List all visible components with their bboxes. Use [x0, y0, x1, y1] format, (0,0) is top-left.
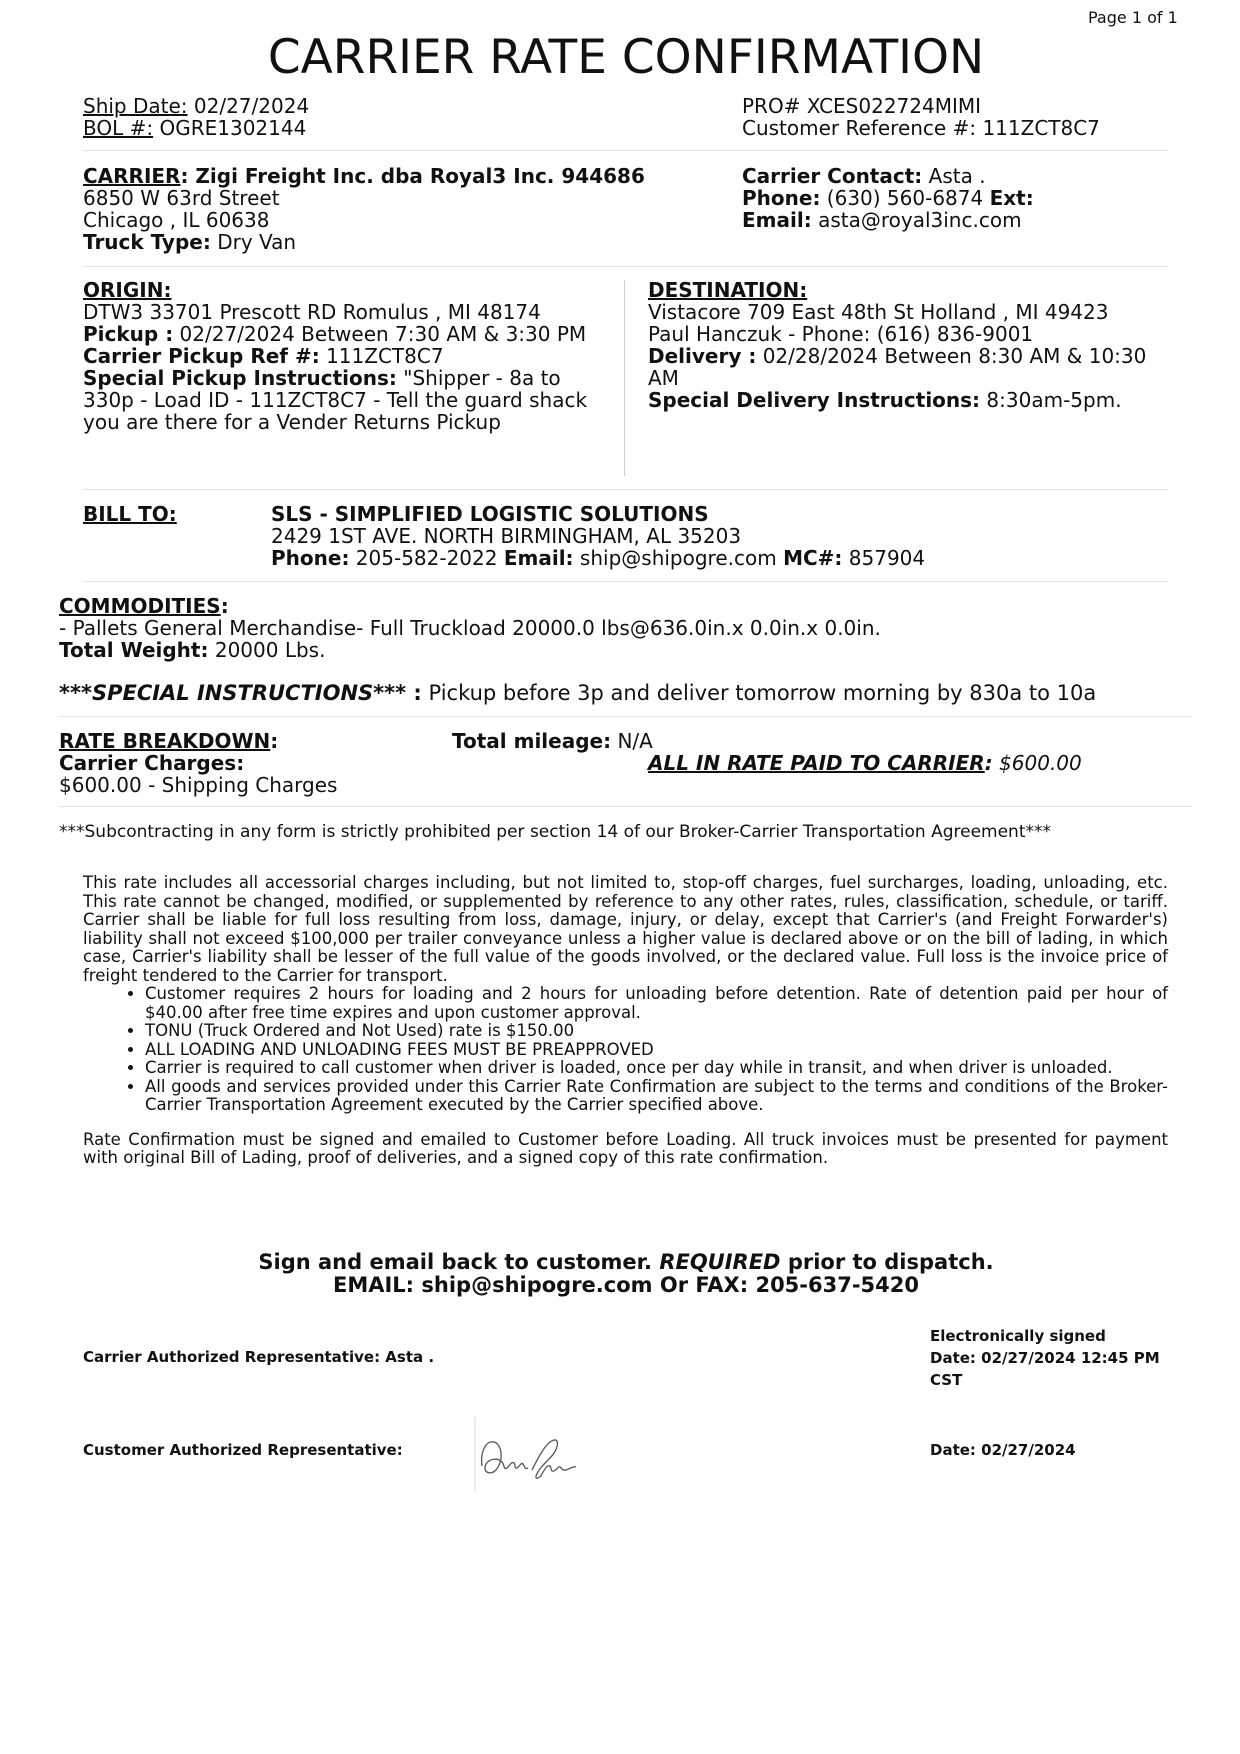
special-instructions: [59, 682, 1209, 704]
truck-type-value: Dry Van: [217, 230, 297, 254]
carrier-representative: Carrier Authorized Representative: Asta .: [83, 1348, 435, 1366]
carrier-phone-value: (630) 560-6874: [826, 186, 984, 210]
terms-item: • TONU (Truck Ordered and Not Used) rate is $150.00: [145, 1022, 1168, 1041]
rate-breakdown-label-text: RATE BREAKDOWN: [59, 729, 271, 753]
pro-label: PRO#: [742, 94, 801, 118]
page-title: CARRIER RATE CONFIRMATION: [267, 30, 985, 85]
sign-line-2: EMAIL: ship@shipogre.com Or FAX: 205-637-5420: [332, 1273, 920, 1297]
origin-block: [83, 279, 603, 433]
bill-to-email-value: ship@shipogre.com: [579, 546, 777, 570]
carrier-phone: [742, 187, 1182, 209]
pickup-instructions-value: "Shipper - 8a to 330p - Load ID - 111ZCT8C7 - Tell the guard shack you are there for a Vender Returns Pickup: [83, 366, 588, 434]
ship-date: [83, 95, 309, 117]
origin-label: ORIGIN:: [83, 278, 172, 302]
special-instructions-text: Pickup before 3p and deliver tomorrow morning by 830a to 10a: [428, 681, 1097, 705]
carrier-phone-label: Phone:: [742, 186, 821, 210]
rate-breakdown-label: [59, 730, 479, 752]
sign-line-1-required: REQUIRED: [659, 1250, 781, 1274]
bill-to-phone-value: 205-582-2022: [355, 546, 498, 570]
all-in-rate-value: $600.00: [999, 751, 1082, 775]
pickup-ref-label: Carrier Pickup Ref #:: [83, 344, 320, 368]
charge-line: $600.00 - Shipping Charges: [59, 773, 338, 797]
esigned-date: Date: 02/27/2024 12:45 PM CST: [930, 1349, 1160, 1389]
column-divider: [624, 280, 625, 476]
ship-date-value: 02/27/2024: [193, 94, 310, 118]
all-in-rate: [648, 752, 1082, 774]
pickup-instructions-label: Special Pickup Instructions:: [83, 366, 397, 390]
customer-representative: Customer Authorized Representative:: [83, 1441, 403, 1459]
customer-reference: [742, 117, 1100, 139]
total-mileage: [452, 730, 653, 752]
carrier-email-label: Email:: [742, 208, 812, 232]
terms-paragraph: This rate includes all accessorial charges including, but not limited to, stop-off charges, fuel surcharges, loading, unloading, etc. This rate cannot be changed, modified, or supplemented by reference to any other rates, rules, classification, schedule, or tariff. Carrier shall be liable for full loss resulting from loss, damage, injury, or delay, except that Carrier's (and Freight Forwarder's) liability shall not exceed $100,000 per trailer conveyance unless a higher value is declared above or on the bill of lading, in which case, Carrier's liability shall be lesser of the full value of the goods involved, or the declared value. Full loss is the invoice price of freight tendered to the Carrier for transport.: [83, 873, 1168, 985]
sign-instruction: [0, 1251, 1240, 1297]
terms-closing: Rate Confirmation must be signed and emailed to Customer before Loading. All truck invoices must be presented for payment with original Bill of Lading, proof of deliveries, and a signed copy of this rate confirmation.: [83, 1129, 1168, 1167]
pro-number: [742, 95, 981, 117]
carrier-pickup-ref: [83, 345, 603, 367]
origin-address: DTW3 33701 Prescott RD Romulus , MI 48174: [83, 300, 541, 324]
divider: [83, 266, 1168, 267]
total-weight: [59, 639, 1189, 661]
special-instructions-prefix: ***: [59, 681, 92, 705]
all-in-rate-colon: :: [984, 751, 993, 775]
all-in-rate-label: ALL IN RATE PAID TO CARRIER: [648, 751, 985, 775]
divider: [59, 716, 1192, 717]
truck-type-label: Truck Type:: [83, 230, 211, 254]
pro-value: XCES022724MIMI: [806, 94, 982, 118]
commodities-label-text: COMMODITIES: [59, 594, 221, 618]
delivery-instructions-value: 8:30am-5pm.: [986, 388, 1122, 412]
delivery-window: [648, 345, 1173, 389]
pickup-ref-value: 111ZCT8C7: [326, 344, 444, 368]
total-mileage-value: N/A: [617, 729, 653, 753]
rate-breakdown-label-colon: :: [270, 729, 279, 753]
carrier-charges-label: Carrier Charges:: [59, 751, 245, 775]
carrier-block: [83, 165, 723, 253]
carrier-name-text: : Zigi Freight Inc. dba Royal3 Inc. 944686: [180, 164, 645, 188]
bill-to-mc-value: 857904: [848, 546, 926, 570]
sign-line-1-pre: Sign and email back to customer.: [258, 1250, 652, 1274]
sign-line-1: [0, 1251, 1240, 1274]
sign-line-1-post: prior to dispatch.: [787, 1250, 994, 1274]
pickup-instructions: [83, 367, 603, 433]
carrier-contact-label: Carrier Contact:: [742, 164, 923, 188]
pickup-label: Pickup :: [83, 322, 174, 346]
bill-to-phone-label: Phone:: [271, 546, 350, 570]
commodity-line: - Pallets General Merchandise- Full Truckload 20000.0 lbs@636.0in.x 0.0in.x 0.0in.: [59, 616, 881, 640]
bol-label: BOL #:: [83, 116, 154, 140]
delivery-instructions-label: Special Delivery Instructions:: [648, 388, 981, 412]
destination-contact: Paul Hanczuk - Phone: (616) 836-9001: [648, 322, 1034, 346]
pickup-value: 02/27/2024 Between 7:30 AM & 3:30 PM: [179, 322, 587, 346]
delivery-label: Delivery :: [648, 344, 757, 368]
bill-to-name: SLS - SIMPLIFIED LOGISTIC SOLUTIONS: [271, 502, 709, 526]
electronic-signature-block: [930, 1325, 1190, 1391]
bol-value: OGRE1302144: [159, 116, 307, 140]
terms-item: • ALL LOADING AND UNLOADING FEES MUST BE PREAPPROVED: [145, 1041, 1168, 1060]
customer-ref-value: 111ZCT8C7: [982, 116, 1100, 140]
delivery-instructions: [648, 389, 1173, 411]
carrier-contact: [742, 165, 1182, 187]
destination-address: Vistacore 709 East 48th St Holland , MI 49423: [648, 300, 1109, 324]
total-mileage-label: Total mileage:: [452, 729, 612, 753]
divider: [83, 581, 1168, 582]
bill-to-email-label: Email:: [503, 546, 574, 570]
bill-to-block: [271, 503, 1171, 569]
carrier-ext-label: Ext:: [989, 186, 1034, 210]
carrier-email: [742, 209, 1182, 231]
handwritten-signature-icon: [472, 1414, 582, 1494]
destination-label: DESTINATION:: [648, 278, 808, 302]
carrier-name: [83, 165, 723, 187]
bill-to-mc-label: MC#:: [783, 546, 843, 570]
carrier-address-2: Chicago , IL 60638: [83, 208, 270, 232]
carrier-label: CARRIER: [83, 164, 181, 188]
bill-to-label: BILL TO:: [83, 502, 177, 526]
carrier-contact-block: [742, 165, 1182, 231]
terms-item: • Carrier is required to call customer when driver is loaded, once per day while in transit, and when driver is unloaded.: [145, 1059, 1168, 1078]
special-instructions-label: SPECIAL INSTRUCTIONS: [91, 681, 374, 705]
ship-date-label: Ship Date:: [83, 94, 188, 118]
terms-item: • Customer requires 2 hours for loading and 2 hours for unloading before detention. Rate of detention paid per hour of $40.00 after free time expires and upon customer approval.: [145, 985, 1168, 1022]
customer-date: Date: 02/27/2024: [930, 1441, 1076, 1459]
carrier-contact-value: Asta .: [928, 164, 986, 188]
electronically-signed: Electronically signed: [930, 1327, 1106, 1345]
rate-breakdown-block: [59, 730, 479, 796]
truck-type: [83, 231, 723, 253]
terms-block: [83, 874, 1168, 1168]
bol-number: [83, 117, 306, 139]
commodities-label-colon: :: [220, 594, 229, 618]
total-weight-label: Total Weight:: [59, 638, 209, 662]
special-instructions-suffix: *** :: [373, 681, 422, 705]
commodities-label: [59, 595, 1189, 617]
carrier-email-value: asta@royal3inc.com: [818, 208, 1022, 232]
commodities-block: [59, 595, 1189, 661]
carrier-address-1: 6850 W 63rd Street: [83, 186, 280, 210]
terms-item: • All goods and services provided under this Carrier Rate Confirmation are subject to the terms and conditions of the Broker-Carrier Transportation Agreement executed by the Carrier specified above.: [145, 1078, 1168, 1115]
divider: [83, 489, 1168, 490]
pickup-window: [83, 323, 603, 345]
divider: [83, 150, 1168, 151]
page-indicator: Page 1 of 1: [1088, 8, 1178, 27]
terms-list: [83, 985, 1168, 1115]
customer-ref-label: Customer Reference #:: [742, 116, 977, 140]
destination-block: [648, 279, 1173, 411]
delivery-value: 02/28/2024 Between 8:30 AM & 10:30 AM: [648, 344, 1147, 390]
bill-to-contact: [271, 547, 1171, 569]
customer-signature: [472, 1414, 582, 1494]
subcontracting-notice: ***Subcontracting in any form is strictly prohibited per section 14 of our Broker-Carrier Transportation Agreement***: [59, 822, 1052, 842]
total-weight-value: 20000 Lbs.: [214, 638, 326, 662]
divider: [59, 806, 1192, 807]
bill-to-address: 2429 1ST AVE. NORTH BIRMINGHAM, AL 35203: [271, 524, 742, 548]
